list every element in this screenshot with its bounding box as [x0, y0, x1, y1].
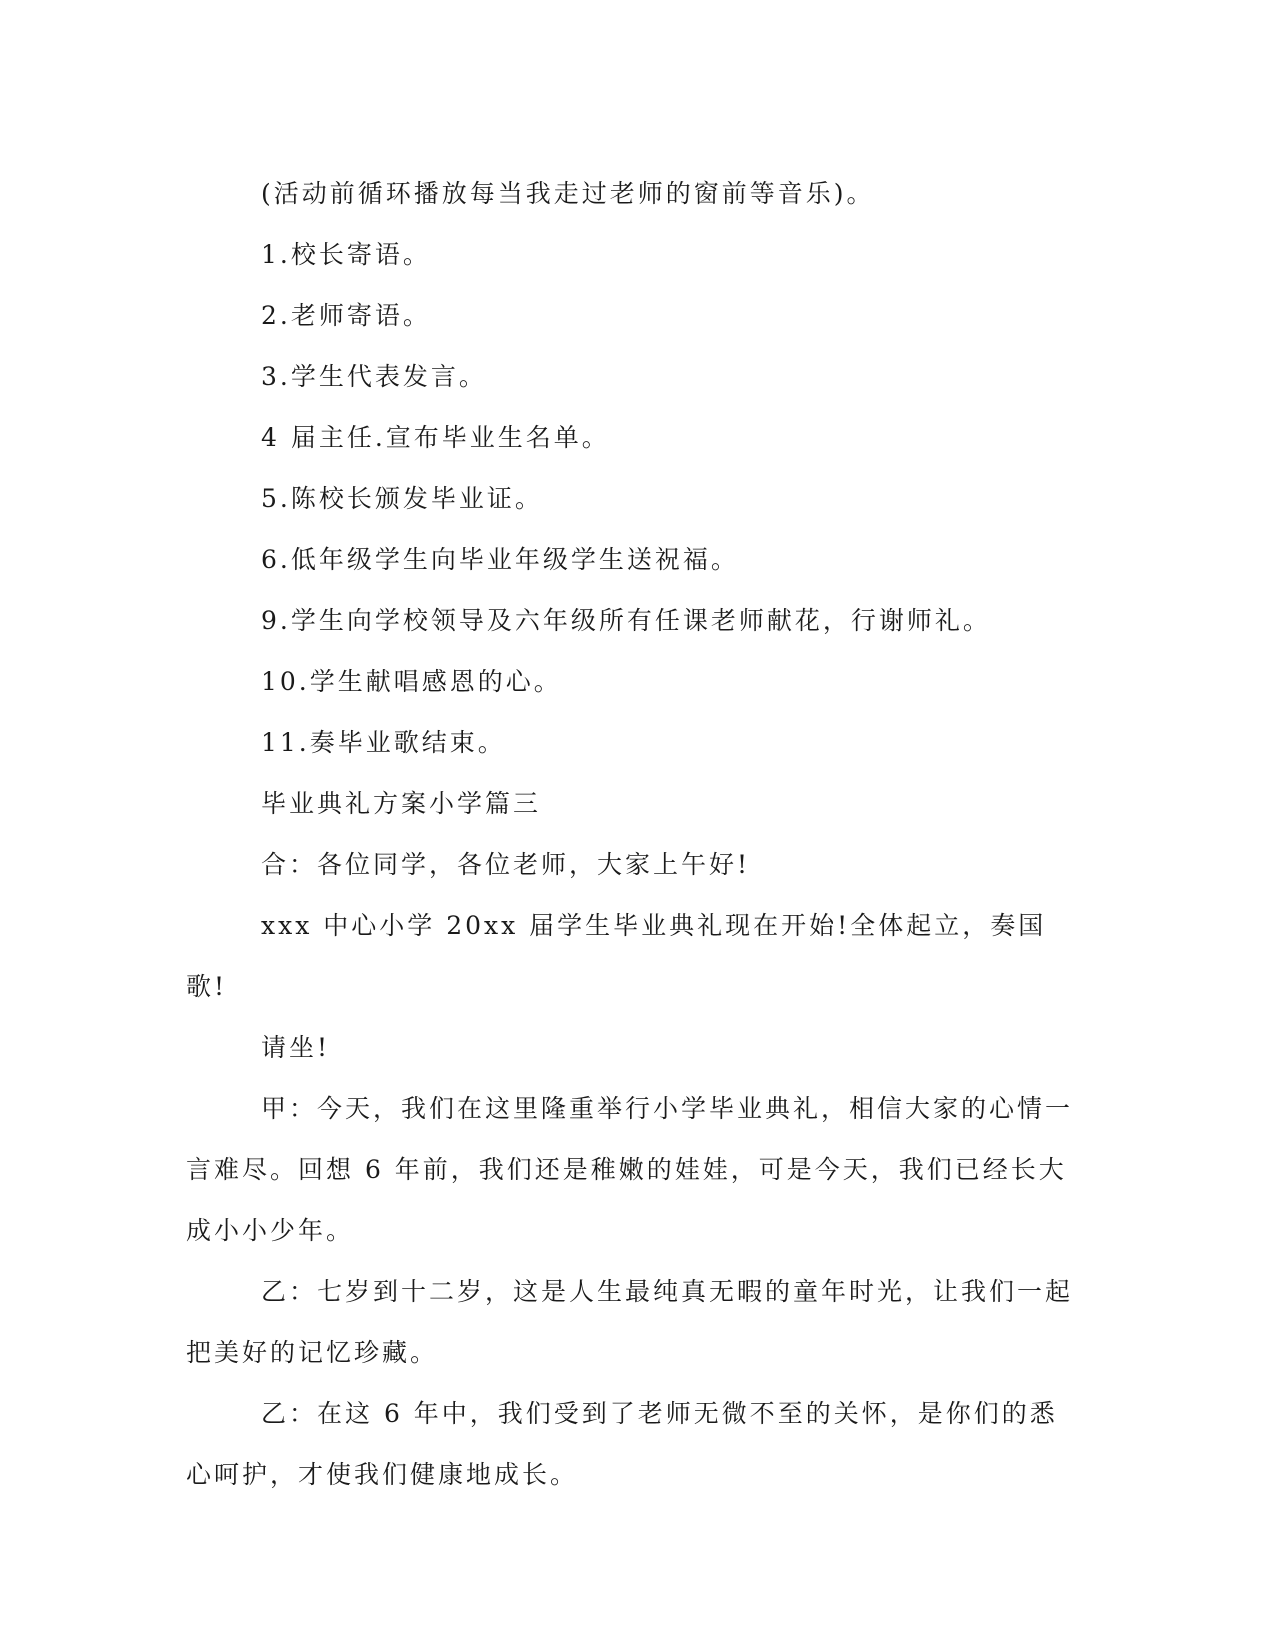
paragraph-item-4: 4 届主任.宣布毕业生名单。: [261, 423, 610, 452]
paragraph-item-5: 5.陈校长颁发毕业证。: [261, 484, 543, 513]
paragraph-item-11: 11.奏毕业歌结束。: [261, 728, 506, 757]
section-heading: 毕业典礼方案小学篇三: [261, 789, 542, 818]
paragraph-please-sit: 请坐!: [261, 1033, 331, 1062]
paragraph-item-3: 3.学生代表发言。: [261, 362, 487, 391]
paragraph-speaker-b-2: 乙：在这 6 年中，我们受到了老师无微不至的关怀，是你们的悉心呵护，才使我们健康地成长。: [186, 1399, 1058, 1489]
document-body: [186, 163, 1076, 1505]
paragraph-speaker-b-1: 乙：七岁到十二岁，这是人生最纯真无暇的童年时光，让我们一起把美好的记忆珍藏。: [186, 1277, 1074, 1367]
paragraph-opening: xxx 中心小学 20xx 届学生毕业典礼现在开始!全体起立，奏国歌!: [186, 911, 1047, 1001]
paragraph-item-1: 1.校长寄语。: [261, 240, 431, 269]
paragraph-item-10: 10.学生献唱感恩的心。: [261, 667, 562, 696]
paragraph-speaker-a: 甲：今天，我们在这里隆重举行小学毕业典礼，相信大家的心情一言难尽。回想 6 年前，我们还是稚嫩的娃娃，可是今天，我们已经长大成小小少年。: [186, 1094, 1074, 1245]
paragraph-item-2: 2.老师寄语。: [261, 301, 431, 330]
paragraph-intro-music: (活动前循环播放每当我走过老师的窗前等音乐)。: [261, 179, 875, 208]
paragraph-greeting: 合：各位同学，各位老师，大家上午好!: [261, 850, 751, 879]
paragraph-item-6: 6.低年级学生向毕业年级学生送祝福。: [261, 545, 739, 574]
paragraph-item-9: 9.学生向学校领导及六年级所有任课老师献花，行谢师礼。: [261, 606, 991, 635]
